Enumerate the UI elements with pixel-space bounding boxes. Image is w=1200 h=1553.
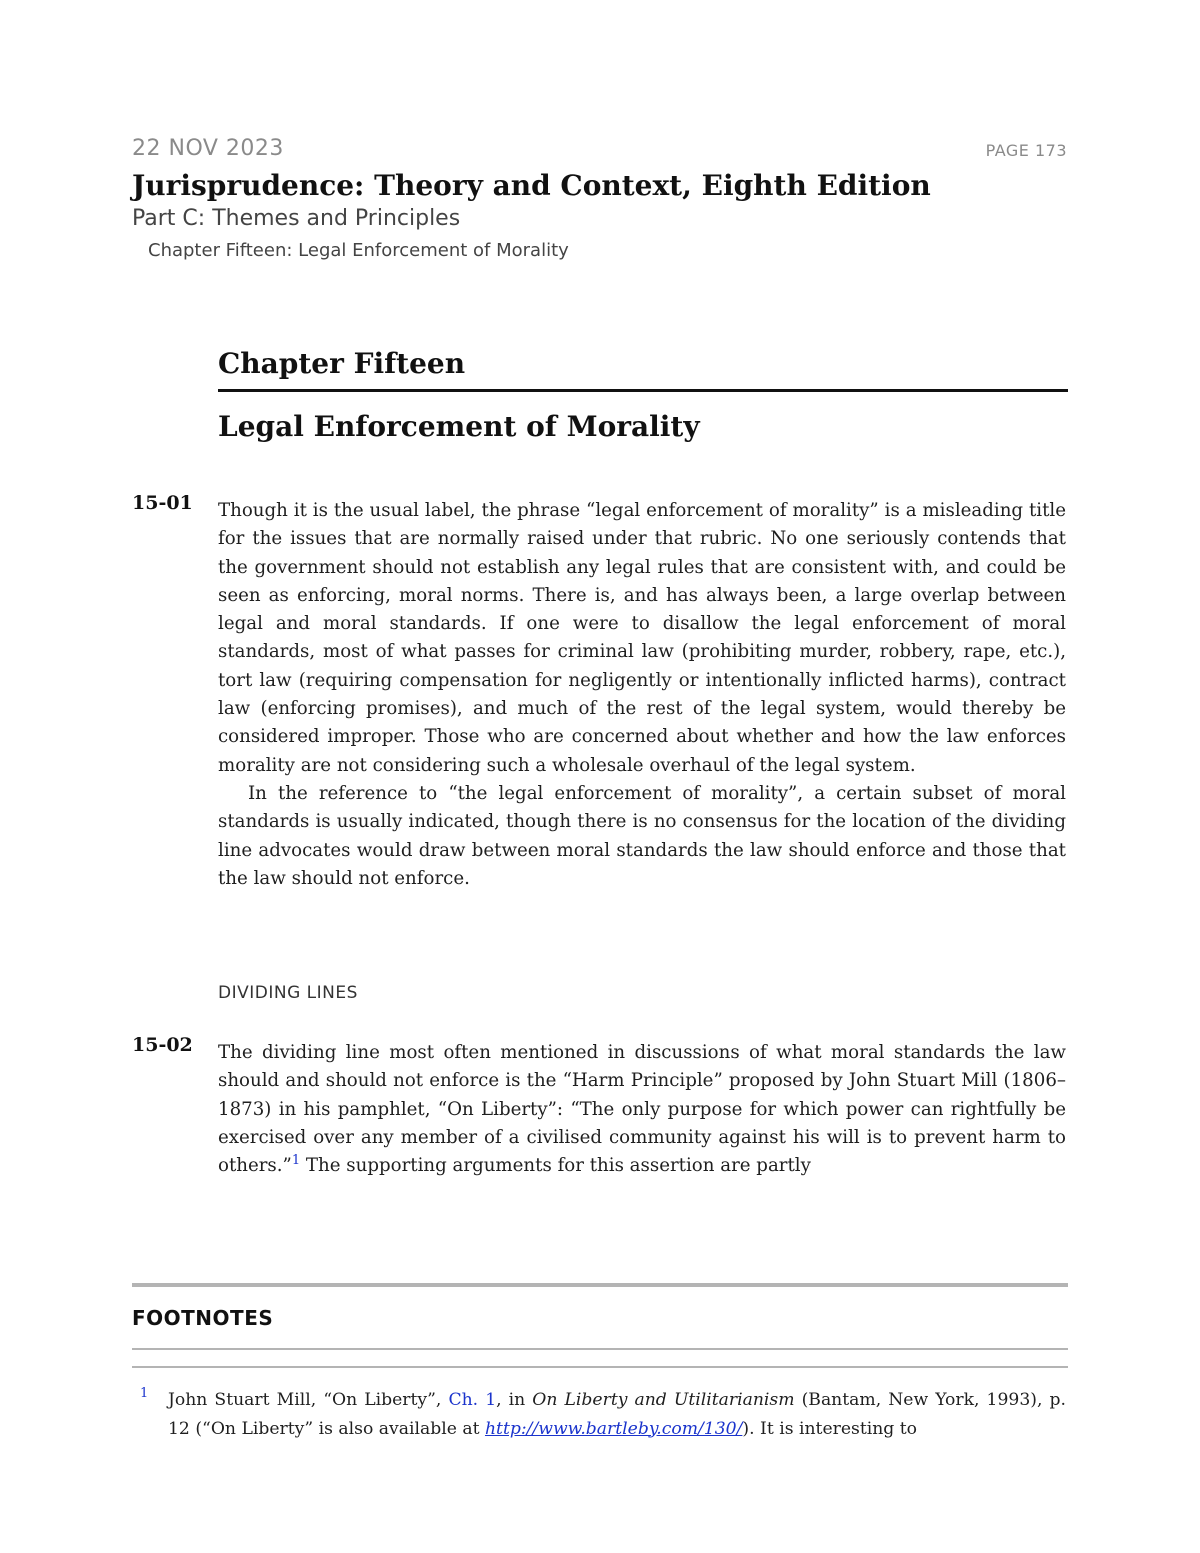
footnote-text-part: ). It is interesting to — [742, 1418, 918, 1439]
paragraph-body — [218, 1039, 1066, 1180]
footnotes-divider — [132, 1366, 1068, 1368]
running-header-page-number: PAGE 173 — [985, 141, 1067, 160]
paragraph-text: The dividing line most often mentioned in discussions of what moral standards the law should and should not enforce is the “Harm Principle” proposed by John Stuart Mill (1806–1873) in his pamphlet, “On Liberty”: “The only purpose for which power can rightfully be exercised over any member of a civilised community against his will is to prevent harm to others.” — [218, 1042, 1066, 1177]
footnote-marker[interactable]: 1 — [140, 1386, 149, 1401]
paragraph-text: Though it is the usual label, the phrase “legal enforcement of morality” is a misleading title for the issues that are normally raised under that rubric. No one seriously contends that the government should not establish any legal rules that are consistent with, and could be seen as enforcing, moral norms. There is, and has always been, a large overlap between legal and moral standards. If one were to disallow the legal enforcement of moral standards, most of what passes for criminal law (prohibiting murder, robbery, rape, etc.), tort law (requiring compensation for negligently or intentionally inflicted harms), contract law (enforcing promises), and much of the rest of the legal system, would thereby be considered improper. Those who are concerned about whether and how the law enforces morality are not considering such a wholesale overhaul of the legal system. — [218, 500, 1066, 776]
book-title: Jurisprudence: Theory and Context, Eighth Edition — [132, 169, 931, 202]
paragraph-text-continued: In the reference to “the legal enforcement of morality”, a certain subset of moral standards is usually indicated, though there is no consensus for the location of the dividing line advocates would draw between moral standards the law should enforce and those that the law should not enforce. — [218, 782, 1066, 889]
footnotes-divider — [132, 1283, 1068, 1287]
footnotes-heading: FOOTNOTES — [132, 1306, 274, 1330]
paragraph-number: 15-02 — [132, 1034, 193, 1056]
footnote-text — [168, 1386, 1066, 1443]
chapter-link[interactable]: Ch. 1 — [448, 1390, 497, 1410]
footnote-text-part: John Stuart Mill, “On Liberty”, — [168, 1390, 449, 1410]
paragraph-body — [218, 497, 1066, 893]
paragraph-text-continued: The supporting arguments for this assertion are partly — [300, 1155, 811, 1177]
breadcrumb-chapter: Chapter Fifteen: Legal Enforcement of Morality — [148, 240, 569, 261]
footnote-text-part: , in — [496, 1390, 533, 1410]
chapter-number-heading: Chapter Fifteen — [218, 347, 466, 380]
book-title-citation: On Liberty and Utilitarianism — [532, 1390, 795, 1410]
paragraph-number: 15-01 — [132, 492, 193, 514]
footnote-text-part: (Bantam, New York, 1993), p. 12 (“On Liberty” is also available at — [168, 1390, 1066, 1439]
footnotes-divider — [132, 1348, 1068, 1350]
chapter-divider — [218, 389, 1068, 392]
section-heading: DIVIDING LINES — [218, 983, 358, 1003]
breadcrumb-part: Part C: Themes and Principles — [132, 206, 461, 231]
running-header-date: 22 NOV 2023 — [132, 136, 284, 161]
footnote-reference-link[interactable]: 1 — [291, 1153, 301, 1169]
chapter-title-heading: Legal Enforcement of Morality — [218, 410, 700, 443]
bartleby-url-link[interactable]: http://www.bartleby.com/130/ — [484, 1418, 743, 1439]
